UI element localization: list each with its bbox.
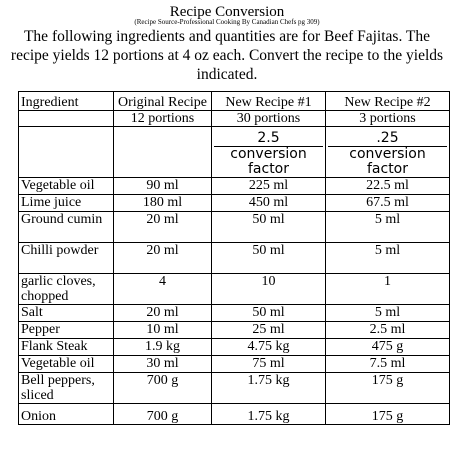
table-row — [19, 243, 450, 274]
factor-new1-value: 2.5 — [214, 127, 323, 147]
cell-new1: 50 ml — [212, 305, 326, 322]
factor-new1 — [212, 127, 326, 178]
cell-new1: 50 ml — [212, 243, 326, 274]
cell-original: 700 g — [114, 404, 212, 425]
cell-new1: 10 — [212, 274, 326, 305]
cell-new1: 4.75 kg — [212, 339, 326, 356]
portions-original: 12 portions — [114, 111, 212, 127]
cell-original: 30 ml — [114, 356, 212, 373]
cell-original: 700 g — [114, 373, 212, 404]
cell-original: 20 ml — [114, 243, 212, 274]
table-row — [19, 212, 450, 243]
cell-new2: 175 g — [326, 373, 450, 404]
recipe-source: (Recipe Source-Professional Cooking By Canadian Chefs pg 309) — [134, 18, 320, 26]
table-row — [19, 356, 450, 373]
column-header-original: Original Recipe — [114, 92, 212, 111]
page-title: Recipe Conversion — [169, 4, 285, 20]
portions-row — [19, 111, 450, 127]
cell-new1: 450 ml — [212, 195, 326, 212]
cell-original: 180 ml — [114, 195, 212, 212]
cell-ingredient: Salt — [19, 305, 114, 322]
cell-new1: 75 ml — [212, 356, 326, 373]
factor-new2 — [326, 127, 450, 178]
cell-original: 20 ml — [114, 212, 212, 243]
factor-new2-value: .25 — [328, 127, 447, 147]
table-row — [19, 178, 450, 195]
table-row — [19, 305, 450, 322]
conversion-factor-row — [19, 127, 450, 178]
cell-new2: 1 — [326, 274, 450, 305]
cell-new2: 22.5 ml — [326, 178, 450, 195]
cell-new2: 175 g — [326, 404, 450, 425]
factor-new2-label: conversion factor — [349, 146, 426, 177]
instructions-text: The following ingredients and quantities are for Beef Fajitas. The recipe yields 12 portions at 4 oz each. Convert the recipe to the yields indicated. — [10, 28, 444, 83]
portions-empty-cell — [19, 111, 114, 127]
cell-new2: 475 g — [326, 339, 450, 356]
cell-ingredient: Onion — [19, 404, 114, 425]
cell-new2: 67.5 ml — [326, 195, 450, 212]
table-row — [19, 404, 450, 425]
cell-original: 10 ml — [114, 322, 212, 339]
table-row — [19, 339, 450, 356]
cell-ingredient: Bell peppers, sliced — [19, 373, 114, 404]
table-row — [19, 195, 450, 212]
conversion-table — [18, 91, 450, 425]
cell-ingredient: garlic cloves, chopped — [19, 274, 114, 305]
cell-original: 20 ml — [114, 305, 212, 322]
cell-ingredient: Vegetable oil — [19, 178, 114, 195]
column-header-ingredient: Ingredient — [19, 92, 114, 111]
cell-new2: 7.5 ml — [326, 356, 450, 373]
cell-original: 1.9 kg — [114, 339, 212, 356]
cell-original: 90 ml — [114, 178, 212, 195]
cell-new2: 5 ml — [326, 212, 450, 243]
cell-new2: 5 ml — [326, 305, 450, 322]
cell-ingredient: Ground cumin — [19, 212, 114, 243]
table-row — [19, 373, 450, 404]
cell-ingredient: Pepper — [19, 322, 114, 339]
portions-new2: 3 portions — [326, 111, 450, 127]
factor-empty-cell — [114, 127, 212, 178]
cell-new1: 225 ml — [212, 178, 326, 195]
table-row — [19, 322, 450, 339]
header-row — [19, 92, 450, 111]
cell-new2: 5 ml — [326, 243, 450, 274]
column-header-new1: New Recipe #1 — [212, 92, 326, 111]
cell-new1: 25 ml — [212, 322, 326, 339]
cell-original: 4 — [114, 274, 212, 305]
column-header-new2: New Recipe #2 — [326, 92, 450, 111]
table-row — [19, 274, 450, 305]
cell-new1: 1.75 kg — [212, 404, 326, 425]
cell-ingredient: Chilli powder — [19, 243, 114, 274]
cell-ingredient: Vegetable oil — [19, 356, 114, 373]
cell-ingredient: Lime juice — [19, 195, 114, 212]
cell-new1: 50 ml — [212, 212, 326, 243]
cell-new1: 1.75 kg — [212, 373, 326, 404]
factor-new1-label: conversion factor — [230, 146, 307, 177]
cell-ingredient: Flank Steak — [19, 339, 114, 356]
cell-new2: 2.5 ml — [326, 322, 450, 339]
portions-new1: 30 portions — [212, 111, 326, 127]
factor-empty-cell — [19, 127, 114, 178]
